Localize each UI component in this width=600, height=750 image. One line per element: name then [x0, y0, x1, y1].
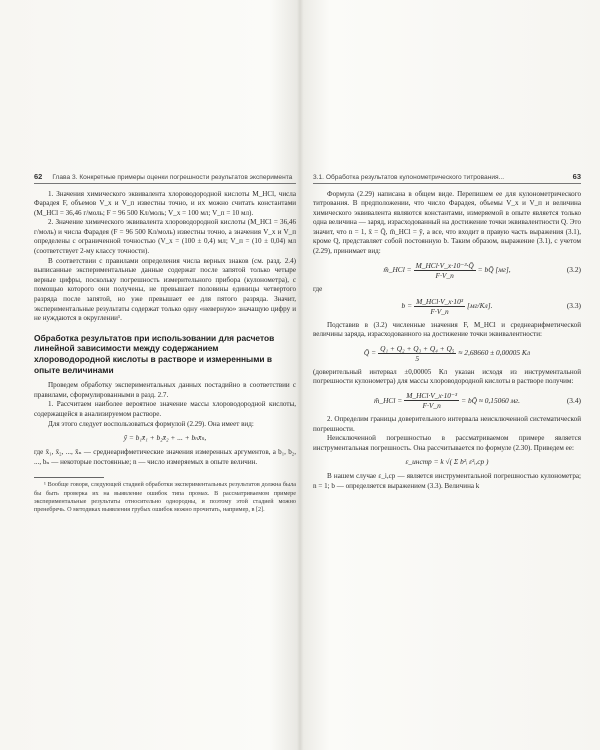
page-number: 63	[572, 172, 581, 181]
paragraph: В нашем случае ε_i,ср — является инструментальной погрешностью кулонометра; n = 1; b — определяется выражением (3.3). Величина k	[313, 472, 581, 490]
section-heading: Обработка результатов при использовании для расчетов линейной зависимости между содержанием хлороводородной кислоты в растворе и измеренными в опыте величинами	[34, 332, 275, 375]
formula-lhs: b =	[401, 301, 413, 311]
fraction	[414, 261, 476, 280]
denominator: F·V_п	[430, 306, 449, 316]
formula-rhs: [мг/Кл].	[467, 301, 493, 311]
fraction	[378, 344, 456, 363]
running-title: Глава 3. Конкретные примеры оценки погрешности результатов эксперимента	[52, 174, 293, 181]
paragraph: Неисключенной погрешностью в рассматриваемом примере является инструментальная погрешность. Она рассчитывается по формуле (2.30). Приведем ее:	[313, 434, 581, 452]
numerator: M_HCl·V_х·10⁻³·Q̄	[415, 260, 474, 270]
numerator: M_HCl·V_х·10⁻³	[406, 391, 458, 401]
paragraph: где x̄₁, x̄₂, ..., x̄ₙ — среднеарифметические значения измеренных аргументов, а b₁, b₂, ..., bₙ — некоторые постоянные; n — число измеряемых в опыте величин.	[34, 448, 296, 466]
formula-rhs: ≈ 2,68660 ± 0,00005 Кл	[458, 348, 531, 358]
paragraph: 1. Рассчитаем наиболее вероятное значение массы хлороводородной кислоты, содержащейся в анализируемом растворе.	[34, 400, 296, 418]
footnote: ¹ Вообще говоря, следующей стадией обработки экспериментальных результатов должна была бы быть проверка их на выявление ошибок типа промах. В рассматриваемом примере экспериментальные результаты относительно однородны, и поэтому этой стадией можно пренебречь. О методиках выявления грубых ошибок можно прочитать, например, в [2].	[34, 481, 296, 513]
numerator: M_HCl·V_х·10³	[416, 296, 464, 306]
paragraph: 1. Значения химического эквивалента хлороводородной кислоты M_HCl, числа Фарадея F, объемов V_х и V_п известны точно, и их можно считать константами (M_HCl = 36,46 г/моль; F = 96 500 Кл/моль; V_х = 100 мл; V_п = 10 мл).	[34, 189, 296, 217]
paragraph: (доверительный интервал ±0,00005 Кл указан исходя из инструментальной погрешности кулонометра) для массы хлороводородной кислоты в растворе получим:	[313, 367, 581, 386]
denominator: 5	[415, 353, 420, 363]
fraction	[404, 391, 459, 410]
paragraph: Проведем обработку экспериментальных данных постадийно в соответствии с правилами, сформулированными в разд. 2.7.	[34, 381, 296, 399]
paragraph: 2. Определим границы доверительного интервала неисключенной систематической погрешности.	[313, 415, 581, 433]
paragraph: Для этого следует воспользоваться формулой (2.29). Она имеет вид:	[48, 419, 254, 428]
formula-rhs: = bQ̄ [мг],	[477, 265, 511, 275]
where-word: где	[313, 284, 323, 293]
numerator: Q₁ + Q₂ + Q₃ + Q₄ + Q₅	[380, 343, 455, 353]
formula-3-3	[313, 297, 581, 316]
formula-q-mean	[313, 344, 581, 363]
left-running-head	[34, 172, 296, 184]
paragraph: Подставив в (3.2) численные значения F, M_HCl и среднеарифметической величины заряда, израсходованного на достижение точки эквивалентности:	[313, 320, 581, 339]
fraction	[414, 297, 465, 316]
equation-number: (3.4)	[566, 395, 581, 405]
formula-lhs: m̄_HCl =	[374, 395, 403, 405]
formula-text: ȳ = b₁x̄₁ + b₂x̄₂ + ... + bₙx̄ₙ,	[123, 433, 207, 443]
formula-lhs: m̄_HCl =	[383, 265, 412, 275]
denominator: F·V_п	[422, 401, 441, 411]
running-title: 3.1. Обработка результатов кулонометрического титрования...	[313, 174, 505, 181]
formula-linear	[34, 433, 296, 443]
right-running-head	[313, 172, 581, 184]
formula-text: ε_инстр = k √( Σ b²ᵢ ε²ᵢ,ср )	[405, 457, 489, 467]
formula-rhs: = bQ̄ ≈ 0,15060 мг.	[461, 395, 520, 405]
formula-3-4	[313, 391, 581, 410]
footnote-divider	[34, 477, 104, 478]
equation-number: (3.3)	[566, 301, 581, 311]
right-page	[313, 172, 581, 492]
page-number: 62	[34, 172, 43, 181]
paragraph: Формула (2.29) написана в общем виде. Перепишем ее для кулонометрического титрования. В предположении, что число Фарадея, объемы V_х и V_п и величина химического эквивалента являются константами, измеряемой в опыте является только одна величина — заряд, израсходованный на достижение точки эквивалентности Q. Это значит, что n = 1, x̄ = Q̄, m̄_HCl = ȳ, а все, что входит в правую часть выражения (3.1), кроме Q, представляет собой постоянную b. Таким образом, выражение (3.1), с учетом (2.29), принимает вид:	[313, 189, 581, 256]
paragraph: 2. Значение химического эквивалента хлороводородной кислоты (M_HCl = 36,46 г/моль) и числа Фарадея (F = 96 500 Кл/моль) известны точно, а значения V_х и V_п определены с ограниченной точностью (V_х = (100 ± 0,4) мл; V_п = (10 ± 0,04) мл (соответствует 2-му классу точности).	[34, 218, 296, 256]
formula-3-2	[313, 261, 581, 280]
equation-number: (3.2)	[566, 265, 581, 275]
formula-2-30	[313, 457, 581, 467]
left-page	[34, 172, 296, 514]
denominator: F·V_п	[435, 270, 454, 280]
formula-lhs: Q̄ =	[363, 348, 377, 358]
paragraph: В соответствии с правилами определения числа верных знаков (см. разд. 2.4) выписанные экспериментальные данные содержат после запятой только четыре верные цифры, поскольку погрешность измерительного прибора (кулонометра), с помощью которого они получены, не превышает половины единицы четвертого разряда после запятой, но уже превышает ее для пятого разряда. Значит, экспериментальные результаты содержат только одну «неверную» значащую цифру и не нуждаются в округлении¹.	[34, 256, 296, 323]
